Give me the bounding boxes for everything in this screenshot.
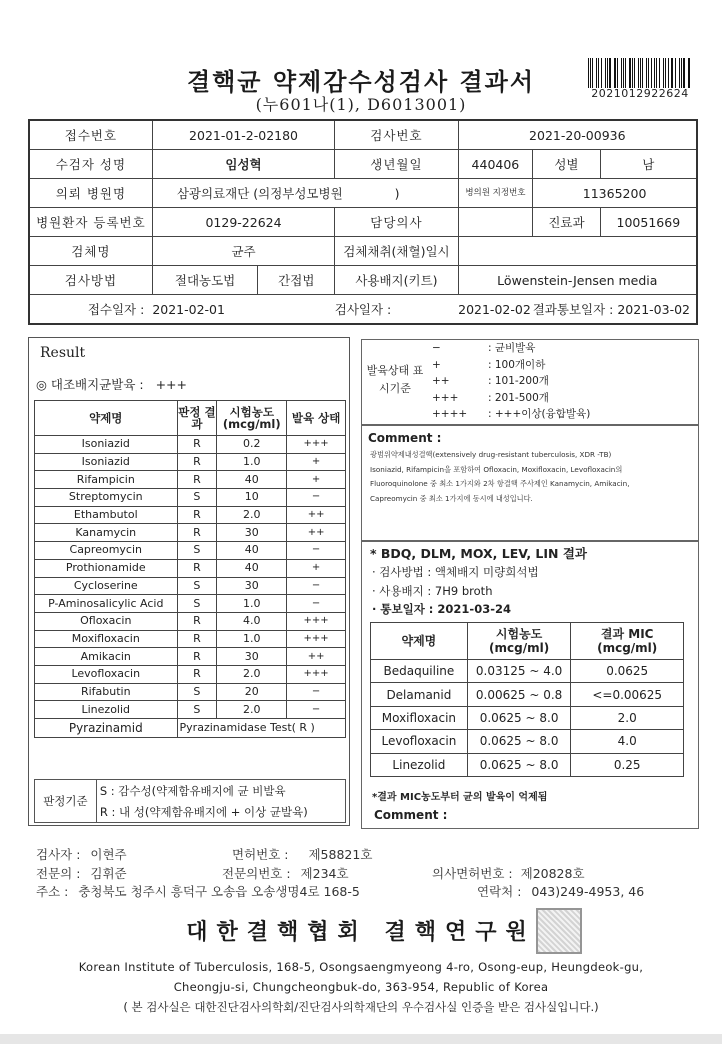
drug-growth: +++ (287, 436, 346, 454)
sex-label: 성별 (533, 150, 601, 179)
birth-date: 440406 (458, 150, 533, 179)
info-table (28, 119, 698, 325)
inspector (36, 845, 127, 863)
drug-name: Capreomycin (35, 542, 178, 560)
received-date: 2021-02-01 (152, 295, 334, 325)
method-label: 검사방법 (29, 266, 152, 295)
mic-value: 0.25 (571, 753, 684, 776)
drug-rows (35, 436, 346, 719)
drug-concentration: 40 (217, 542, 287, 560)
mic-drug-name: Moxifloxacin (371, 706, 468, 729)
mic-report-date: · 통보일자 : 2021-03-24 (372, 602, 511, 616)
drug-concentration: 0.2 (217, 436, 287, 454)
reception-no-label: 접수번호 (29, 120, 152, 150)
test-no: 2021-20-00936 (458, 120, 697, 150)
drug-concentration: 1.0 (217, 595, 287, 613)
drug-row (35, 701, 346, 719)
drug-name: Kanamycin (35, 524, 178, 542)
reported-date: 2021-03-02 (617, 302, 690, 317)
drug-growth: − (287, 683, 346, 701)
drug-judgment: R (177, 471, 217, 489)
mic-range: 0.00625 ~ 0.8 (467, 683, 571, 706)
hospital-code-label: 병의원 지정번호 (458, 179, 533, 208)
method-value: 절대농도법 (152, 266, 258, 295)
drug-concentration: 40 (217, 471, 287, 489)
drug-judgment: R (177, 648, 217, 666)
mic-drug-name: Bedaquiline (371, 660, 468, 683)
phone-value: 043)249-4953, 46 (531, 884, 645, 899)
drug-row (35, 453, 346, 471)
specialist-label: 전문의 : (36, 866, 81, 881)
hospital-code: 11365200 (533, 179, 697, 208)
drug-row (35, 524, 346, 542)
drug-concentration: 4.0 (217, 612, 287, 630)
drug-row (35, 506, 346, 524)
result-heading: Result (40, 345, 86, 361)
address-value: 충청북도 청주시 흥덕구 오송읍 오송생명4로 168-5 (78, 884, 360, 899)
phone (477, 882, 644, 900)
growth-symbol: ++++ (432, 408, 468, 420)
comment-line: Isoniazid, Rifampicin을 포함하여 Ofloxacin, Moxifloxacin, Levofloxacin의 (370, 464, 623, 474)
growth-symbol: + (432, 358, 441, 371)
growth-description: : 균비발육 (488, 342, 536, 354)
reception-no: 2021-01-2-02180 (152, 120, 334, 150)
drug-judgment: R (177, 612, 217, 630)
mic-rows (371, 660, 684, 777)
specimen-label: 검체명 (29, 237, 152, 266)
drug-judgment: R (177, 436, 217, 454)
reported-cell (533, 295, 697, 325)
drug-judgment: R (177, 453, 217, 471)
hospital-name: 삼광의료재단 (의정부성모병원 (176, 186, 343, 201)
specialist-no-label: 전문의번호 : (222, 866, 291, 881)
mic-drug-name: Levofloxacin (371, 730, 468, 753)
mic-table (370, 622, 684, 777)
drug-growth: − (287, 701, 346, 719)
drug-concentration: 1.0 (217, 453, 287, 471)
growth-legend-list (432, 340, 672, 423)
col-judgment: 판정 결과 (177, 401, 217, 436)
specialist (36, 864, 127, 882)
tested-label: 검사일자 : (334, 302, 392, 317)
collect-value (458, 237, 697, 266)
drug-judgment: S (177, 595, 217, 613)
mic-range: 0.0625 ~ 8.0 (467, 706, 571, 729)
culture-growth (36, 375, 187, 393)
drug-row (35, 436, 346, 454)
mic-col-range: 시험농도 (mcg/ml) (467, 623, 571, 660)
sex-value: 남 (600, 150, 697, 179)
drug-name: Ofloxacin (35, 612, 178, 630)
mic-col-result: 결과 MIC (mcg/ml) (571, 623, 684, 660)
address (36, 882, 360, 900)
mic-row (371, 753, 684, 776)
growth-legend-item (432, 340, 672, 357)
mic-range: 0.03125 ~ 4.0 (467, 660, 571, 683)
drug-name: Rifampicin (35, 471, 178, 489)
culture-growth-value: +++ (155, 377, 187, 392)
collect-label: 검체채취(채혈)일시 (335, 237, 458, 266)
doctor-label: 담당의사 (335, 208, 458, 237)
drug-judgment: R (177, 665, 217, 683)
inspector-name: 이현주 (90, 847, 127, 862)
drug-name: Rifabutin (35, 683, 178, 701)
mic-row (371, 706, 684, 729)
drug-name: Cycloserine (35, 577, 178, 595)
drug-concentration: 10 (217, 489, 287, 507)
growth-description: : 101-200개 (488, 375, 549, 387)
drug-row (35, 471, 346, 489)
drug-concentration: 30 (217, 648, 287, 666)
address-label: 주소 : (36, 884, 69, 899)
license (232, 845, 372, 863)
pza-row (35, 719, 346, 738)
criteria-s: S : 감수성(약제함유배지에 균 비발육 (96, 780, 345, 802)
received-label: 접수일자 : (29, 295, 152, 325)
drug-name: Linezolid (35, 701, 178, 719)
mic-medium: · 사용배지 : 7H9 broth (372, 584, 493, 598)
growth-symbol: +++ (432, 391, 459, 404)
drug-row (35, 648, 346, 666)
comment-line: Fluoroquinolone 중 최소 1가지와 2차 항결핵 주사제인 Kanamycin, Amikacin, (370, 479, 630, 488)
mic-row (371, 683, 684, 706)
tested-cell (335, 295, 458, 325)
growth-legend-item (432, 357, 672, 374)
drug-row (35, 665, 346, 683)
drug-concentration: 2.0 (217, 701, 287, 719)
growth-description: : 100개이하 (488, 358, 546, 371)
mic-row (371, 660, 684, 683)
reported-label: 결과통보일자 : (532, 302, 614, 317)
dept-label: 진료과 (533, 208, 601, 237)
drug-growth: ++ (287, 524, 346, 542)
mic-comment: Comment : (374, 808, 448, 822)
document-title: 결핵균 약제감수성검사 결과서 (186, 67, 536, 96)
drug-judgment: S (177, 701, 217, 719)
comment-line: Capreomycin 중 최소 1가지에 동시에 내성입니다. (370, 493, 533, 503)
drug-growth: + (287, 453, 346, 471)
drug-concentration: 30 (217, 524, 287, 542)
drug-growth: + (287, 559, 346, 577)
hospital-label: 의뢰 병원명 (29, 179, 152, 208)
drug-name: Streptomycin (35, 489, 178, 507)
license-label: 면허번호 : (232, 847, 289, 862)
organization-name: 대한결핵협회 결핵연구원 (186, 919, 536, 945)
drug-name: Isoniazid (35, 453, 178, 471)
drug-name: Amikacin (35, 648, 178, 666)
drug-concentration: 2.0 (217, 506, 287, 524)
mic-value: 4.0 (571, 730, 684, 753)
test-no-label: 검사번호 (335, 120, 458, 150)
mic-value: 0.0625 (571, 660, 684, 683)
drug-row (35, 559, 346, 577)
growth-legend-item (432, 390, 672, 407)
certification-note: ( 본 검사실은 대한진단검사의학회/진단검사의학재단의 우수검사실 인증을 받은 검사실입니다.) (123, 1000, 599, 1014)
hospital-close: ) (394, 186, 400, 201)
drug-growth: − (287, 489, 346, 507)
doctor-value (458, 208, 533, 237)
col-drug: 약제명 (35, 401, 178, 436)
drug-susceptibility-table (34, 400, 346, 738)
mic-drug-name: Delamanid (371, 683, 468, 706)
growth-symbol: ++ (432, 375, 450, 387)
doctor-license-no: 제20828호 (520, 866, 585, 881)
drug-concentration: 40 (217, 559, 287, 577)
drug-growth: ++ (287, 648, 346, 666)
mic-method: · 검사방법 : 액체배지 미량희석법 (372, 565, 539, 579)
patient-name-label: 수검자 성명 (29, 150, 152, 179)
drug-judgment: R (177, 630, 217, 648)
tested-date: 2021-02-02 (458, 295, 533, 325)
mic-range: 0.0625 ~ 8.0 (467, 753, 571, 776)
mic-value: <=0.00625 (571, 683, 684, 706)
drug-concentration: 1.0 (217, 630, 287, 648)
drug-row (35, 612, 346, 630)
drug-row (35, 489, 346, 507)
license-no: 제58821호 (308, 847, 373, 862)
media-value: Löwenstein-Jensen media (458, 266, 697, 295)
col-growth: 발육 상태 (287, 401, 346, 436)
barcode-number: 2021012922624 (591, 87, 689, 100)
doctor-license-label: 의사면허번호 : (432, 866, 513, 881)
drug-name: Moxifloxacin (35, 630, 178, 648)
drug-growth: − (287, 542, 346, 560)
drug-name: P-Aminosalicylic Acid (35, 595, 178, 613)
drug-row (35, 630, 346, 648)
growth-description: : 201-500개 (488, 391, 549, 404)
mic-section-title: * BDQ, DLM, MOX, LEV, LIN 결과 (370, 546, 588, 561)
growth-legend-label: 발육상태 표시기준 (366, 364, 424, 395)
page-bottom-edge (0, 1034, 722, 1044)
drug-row (35, 542, 346, 560)
birth-label: 생년월일 (335, 150, 458, 179)
comment-title: Comment : (368, 431, 442, 445)
drug-judgment: S (177, 489, 217, 507)
method-extra: 간접법 (258, 266, 335, 295)
comment-body (370, 448, 690, 506)
specialist-name: 김휘준 (90, 866, 127, 881)
growth-description: : +++이상(융합발육) (488, 408, 591, 420)
drug-judgment: S (177, 683, 217, 701)
drug-name: Prothionamide (35, 559, 178, 577)
mic-note: *결과 MIC농도부터 균의 발육이 억제됨 (372, 792, 548, 803)
mic-col-drug: 약제명 (371, 623, 468, 660)
drug-name: Levofloxacin (35, 665, 178, 683)
drug-growth: +++ (287, 665, 346, 683)
inspector-label: 검사자 : (36, 847, 81, 862)
mic-drug-name: Linezolid (371, 753, 468, 776)
mic-row (371, 730, 684, 753)
drug-judgment: S (177, 577, 217, 595)
patient-reg-no: 0129-22624 (152, 208, 334, 237)
drug-concentration: 30 (217, 577, 287, 595)
phone-label: 연락처 : (477, 884, 522, 899)
criteria-label: 판정기준 (35, 780, 97, 823)
drug-growth: +++ (287, 612, 346, 630)
specimen-value: 균주 (152, 237, 334, 266)
address-english-line1: Korean Institute of Tuberculosis, 168-5, Osongsaengmyeong 4-ro, Osong-eup, Heungdeok-gu, (78, 960, 644, 974)
drug-row (35, 577, 346, 595)
drug-growth: ++ (287, 506, 346, 524)
drug-judgment: R (177, 559, 217, 577)
drug-row (35, 595, 346, 613)
patient-reg-label: 병원환자 등록번호 (29, 208, 152, 237)
drug-name: Ethambutol (35, 506, 178, 524)
culture-growth-label: ◎ 대조배지균발육 : (36, 377, 144, 392)
drug-growth: − (287, 595, 346, 613)
drug-growth: + (287, 471, 346, 489)
growth-legend-item (432, 373, 672, 390)
patient-name: 임성혁 (152, 150, 334, 179)
drug-row (35, 683, 346, 701)
comment-line: 광범위약제내성결핵(extensively drug-resistant tuberculosis, XDR -TB) (370, 450, 612, 459)
drug-growth: +++ (287, 630, 346, 648)
doctor-license (432, 864, 585, 882)
document-subtitle: (누601나(1), D6013001) (255, 95, 467, 114)
growth-legend-item (432, 406, 672, 423)
address-english-line2: Cheongju-si, Chungcheongbuk-do, 363-954, Republic of Korea (173, 980, 549, 994)
drug-concentration: 20 (217, 683, 287, 701)
drug-growth: − (287, 577, 346, 595)
pza-drug: Pyrazinamid (35, 719, 178, 738)
pza-result: Pyrazinamidase Test( R ) (177, 719, 345, 738)
drug-judgment: R (177, 506, 217, 524)
drug-judgment: R (177, 524, 217, 542)
dept-value: 10051669 (600, 208, 697, 237)
mic-range: 0.0625 ~ 8.0 (467, 730, 571, 753)
drug-name: Isoniazid (35, 436, 178, 454)
drug-judgment: S (177, 542, 217, 560)
specialist-no-value: 제234호 (300, 866, 349, 881)
media-label: 사용배지(키트) (335, 266, 458, 295)
barcode (588, 58, 692, 88)
mic-value: 2.0 (571, 706, 684, 729)
drug-concentration: 2.0 (217, 665, 287, 683)
hospital-cell (152, 179, 458, 208)
criteria-r: R : 내 성(약제함유배지에 + 이상 균발육) (96, 801, 345, 823)
specialist-no (222, 864, 349, 882)
growth-symbol: − (432, 342, 441, 354)
criteria-box (34, 779, 346, 823)
col-conc: 시험농도 (mcg/ml) (217, 401, 287, 436)
